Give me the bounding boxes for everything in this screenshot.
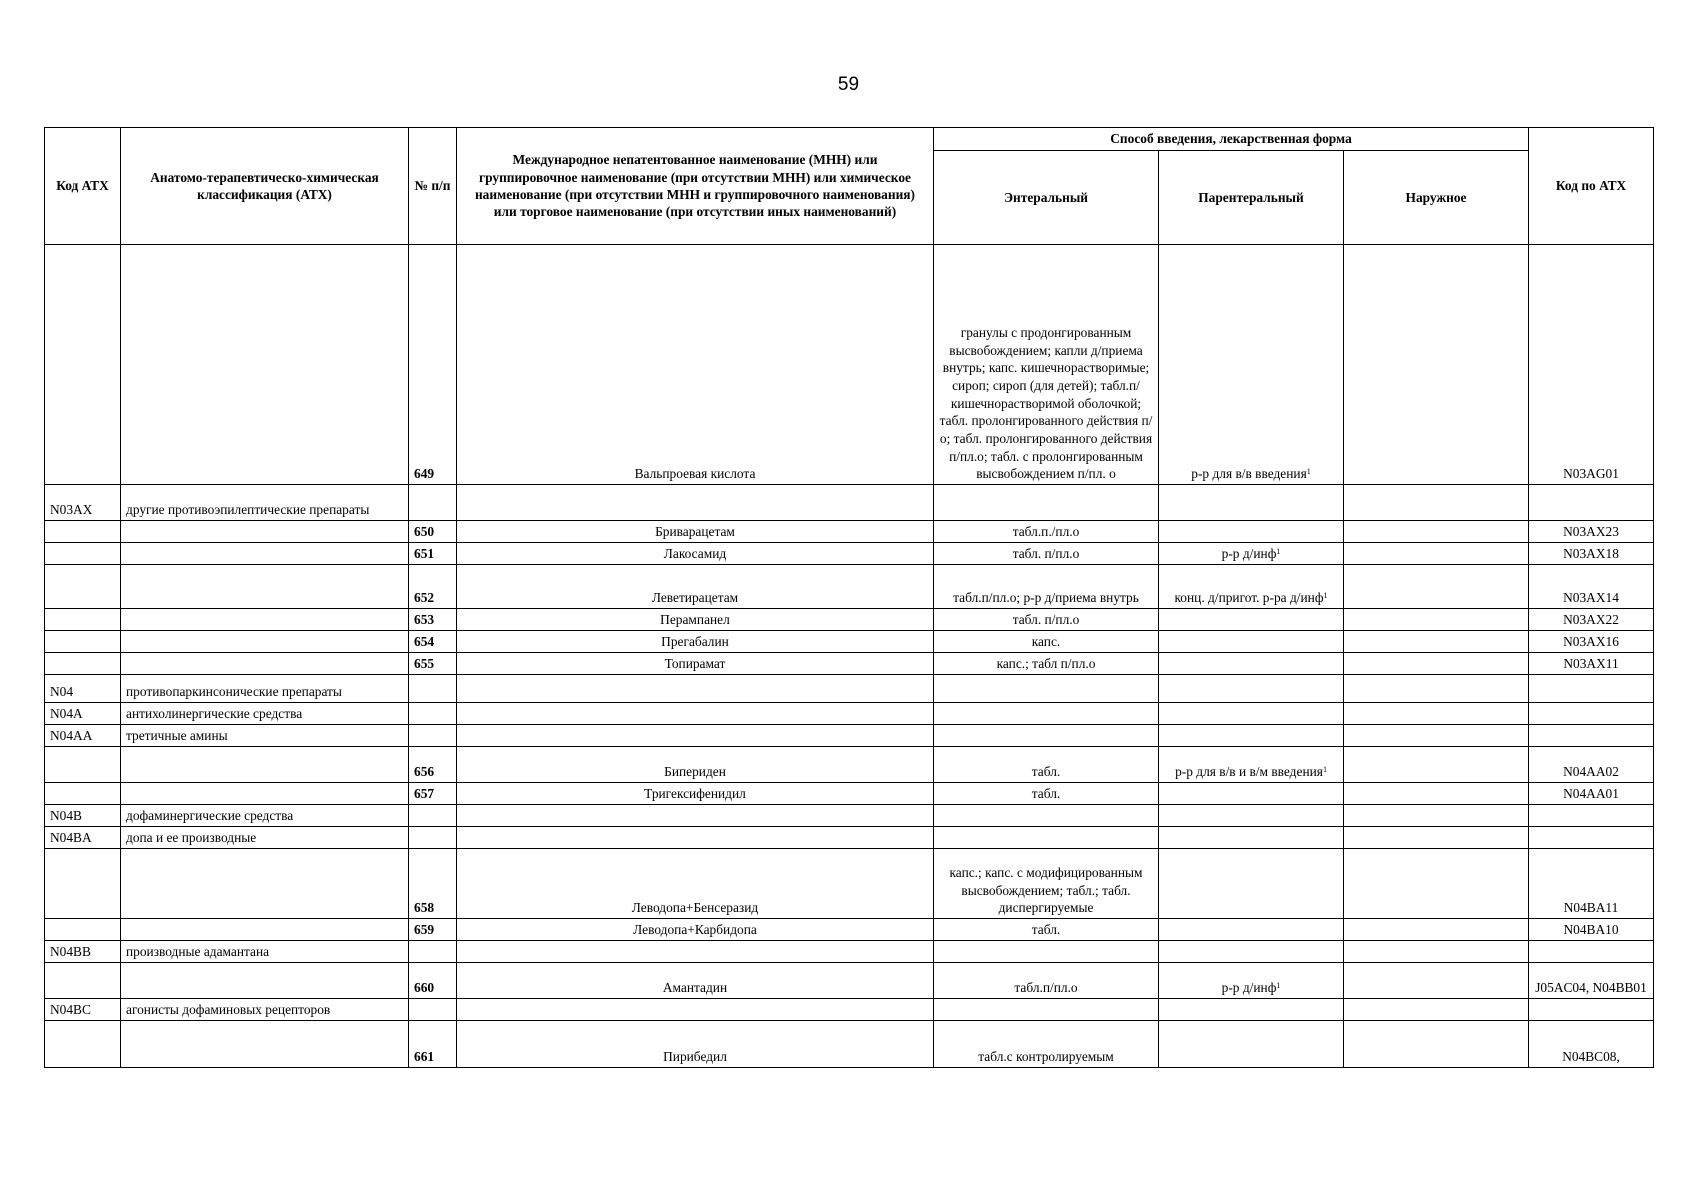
- cell-parenteral: [1159, 631, 1344, 653]
- cell-classification: [121, 521, 409, 543]
- cell-classification: антихолинергические средства: [121, 703, 409, 725]
- cell-atx-code: N04BC08,: [1529, 1021, 1654, 1068]
- table-row: [45, 653, 1654, 675]
- cell-classification: производные адамантана: [121, 941, 409, 963]
- cell-atx-code: [1529, 999, 1654, 1021]
- cell-inn: Лакосамид: [457, 543, 934, 565]
- cell-number: 656: [409, 747, 457, 783]
- cell-atx-code: [1529, 827, 1654, 849]
- table-row: [45, 941, 1654, 963]
- cell-classification: [121, 245, 409, 485]
- table-row: [45, 725, 1654, 747]
- header-route-group: Способ введения, лекарственная форма: [934, 128, 1529, 151]
- cell-code-atx: N04AA: [45, 725, 121, 747]
- cell-external: [1344, 609, 1529, 631]
- cell-number: [409, 805, 457, 827]
- cell-code-atx: [45, 1021, 121, 1068]
- table-header: [45, 128, 1654, 245]
- cell-enteral: капс.; капс. с модифицированным высвобождением; табл.; табл. диспергируемые: [934, 849, 1159, 919]
- table-row: [45, 245, 1654, 485]
- cell-inn: [457, 485, 934, 521]
- cell-parenteral: [1159, 805, 1344, 827]
- cell-code-atx: [45, 245, 121, 485]
- cell-enteral: капс.; табл п/пл.о: [934, 653, 1159, 675]
- cell-code-atx: N04A: [45, 703, 121, 725]
- cell-number: [409, 827, 457, 849]
- header-atx-code: Код по АТХ: [1529, 128, 1654, 245]
- cell-code-atx: [45, 565, 121, 609]
- cell-number: 658: [409, 849, 457, 919]
- cell-enteral: табл.: [934, 747, 1159, 783]
- cell-number: 655: [409, 653, 457, 675]
- cell-classification: [121, 631, 409, 653]
- cell-atx-code: N03AG01: [1529, 245, 1654, 485]
- cell-number: 651: [409, 543, 457, 565]
- cell-external: [1344, 783, 1529, 805]
- cell-atx-code: [1529, 725, 1654, 747]
- cell-inn: [457, 725, 934, 747]
- header-enteral: Энтеральный: [934, 151, 1159, 245]
- cell-enteral: табл.п./пл.о: [934, 521, 1159, 543]
- cell-code-atx: [45, 631, 121, 653]
- parenteral-text: р-р д/инф: [1221, 980, 1277, 996]
- cell-inn: Леводопа+Карбидопа: [457, 919, 934, 941]
- cell-external: [1344, 963, 1529, 999]
- cell-code-atx: N03AX: [45, 485, 121, 521]
- cell-number: [409, 999, 457, 1021]
- header-number: № п/п: [409, 128, 457, 245]
- cell-atx-code: [1529, 805, 1654, 827]
- cell-parenteral: [1159, 703, 1344, 725]
- cell-classification: дофаминергические средства: [121, 805, 409, 827]
- cell-classification: [121, 565, 409, 609]
- cell-classification: агонисты дофаминовых рецепторов: [121, 999, 409, 1021]
- cell-parenteral: [1159, 963, 1344, 999]
- cell-parenteral: [1159, 521, 1344, 543]
- cell-atx-code: N03AX16: [1529, 631, 1654, 653]
- table-row: [45, 565, 1654, 609]
- cell-parenteral: [1159, 783, 1344, 805]
- cell-parenteral: [1159, 941, 1344, 963]
- cell-external: [1344, 1021, 1529, 1068]
- cell-external: [1344, 919, 1529, 941]
- cell-number: [409, 675, 457, 703]
- cell-atx-code: [1529, 941, 1654, 963]
- table-row: [45, 999, 1654, 1021]
- cell-parenteral: [1159, 919, 1344, 941]
- cell-atx-code: N04AA02: [1529, 747, 1654, 783]
- cell-enteral: [934, 725, 1159, 747]
- parenteral-text: р-р д/инф: [1221, 546, 1277, 562]
- cell-parenteral: [1159, 725, 1344, 747]
- cell-classification: [121, 543, 409, 565]
- cell-enteral: капс.: [934, 631, 1159, 653]
- cell-classification: допа и ее производные: [121, 827, 409, 849]
- cell-inn: Бипериден: [457, 747, 934, 783]
- cell-inn: Леводопа+Бенсеразид: [457, 849, 934, 919]
- cell-external: [1344, 941, 1529, 963]
- cell-external: [1344, 543, 1529, 565]
- cell-code-atx: [45, 543, 121, 565]
- table-row: [45, 805, 1654, 827]
- cell-parenteral: [1159, 653, 1344, 675]
- cell-number: 660: [409, 963, 457, 999]
- cell-external: [1344, 675, 1529, 703]
- table-row: [45, 827, 1654, 849]
- cell-external: [1344, 805, 1529, 827]
- cell-code-atx: [45, 521, 121, 543]
- cell-enteral: табл.п/пл.о; р-р д/приема внутрь: [934, 565, 1159, 609]
- cell-parenteral: [1159, 999, 1344, 1021]
- cell-enteral: [934, 703, 1159, 725]
- table-row: [45, 747, 1654, 783]
- cell-inn: Вальпроевая кислота: [457, 245, 934, 485]
- parenteral-text: р-р для в/в и в/м введения: [1175, 764, 1323, 780]
- table-row: [45, 1021, 1654, 1068]
- cell-atx-code: J05AC04, N04BB01: [1529, 963, 1654, 999]
- cell-parenteral: [1159, 675, 1344, 703]
- cell-enteral: [934, 999, 1159, 1021]
- cell-parenteral: [1159, 1021, 1344, 1068]
- cell-atx-code: [1529, 485, 1654, 521]
- header-code-atx: Код АТХ: [45, 128, 121, 245]
- cell-classification: [121, 747, 409, 783]
- cell-atx-code: N03AX18: [1529, 543, 1654, 565]
- cell-external: [1344, 827, 1529, 849]
- cell-parenteral: [1159, 543, 1344, 565]
- table-row: [45, 609, 1654, 631]
- cell-number: 652: [409, 565, 457, 609]
- cell-enteral: табл.с контролируемым: [934, 1021, 1159, 1068]
- cell-classification: [121, 653, 409, 675]
- cell-atx-code: N03AX11: [1529, 653, 1654, 675]
- cell-external: [1344, 485, 1529, 521]
- cell-number: 649: [409, 245, 457, 485]
- footnote-marker: 1: [1276, 547, 1281, 557]
- cell-classification: [121, 1021, 409, 1068]
- table-row: [45, 631, 1654, 653]
- cell-inn: Леветирацетам: [457, 565, 934, 609]
- cell-classification: [121, 609, 409, 631]
- cell-parenteral: [1159, 565, 1344, 609]
- cell-external: [1344, 999, 1529, 1021]
- cell-inn: Прегабалин: [457, 631, 934, 653]
- cell-inn: [457, 999, 934, 1021]
- cell-parenteral: [1159, 485, 1344, 521]
- cell-inn: Топирамат: [457, 653, 934, 675]
- cell-parenteral: [1159, 609, 1344, 631]
- cell-external: [1344, 849, 1529, 919]
- drug-table: [44, 127, 1654, 1068]
- cell-number: 650: [409, 521, 457, 543]
- cell-number: [409, 725, 457, 747]
- cell-atx-code: [1529, 675, 1654, 703]
- cell-enteral: [934, 941, 1159, 963]
- cell-external: [1344, 631, 1529, 653]
- cell-enteral: табл.п/пл.о: [934, 963, 1159, 999]
- cell-classification: [121, 783, 409, 805]
- cell-number: 654: [409, 631, 457, 653]
- cell-enteral: гранулы с продонгированным высвобождением; капли д/приема внутрь; капс. кишечнорастворимые; сироп; сироп (для детей); табл.п/кишечнорастворимой оболочкой; табл. пролонгированного действия п/о; табл. пролонгированного действия п/пл.о; табл. с пролонгированным высвобождением п/пл. о: [934, 245, 1159, 485]
- cell-number: [409, 703, 457, 725]
- cell-code-atx: N04BC: [45, 999, 121, 1021]
- cell-enteral: [934, 827, 1159, 849]
- cell-number: 653: [409, 609, 457, 631]
- footnote-marker: 1: [1322, 765, 1327, 775]
- cell-parenteral: [1159, 245, 1344, 485]
- cell-number: 659: [409, 919, 457, 941]
- table-row: [45, 485, 1654, 521]
- cell-inn: [457, 805, 934, 827]
- table-row: [45, 543, 1654, 565]
- table-row: [45, 521, 1654, 543]
- table-row: [45, 783, 1654, 805]
- cell-code-atx: [45, 653, 121, 675]
- parenteral-text: конц. д/пригот. р-ра д/инф: [1174, 590, 1324, 606]
- table-body: [45, 245, 1654, 1068]
- table-row: [45, 703, 1654, 725]
- cell-atx-code: N03AX23: [1529, 521, 1654, 543]
- cell-enteral: [934, 675, 1159, 703]
- header-external: Наружное: [1344, 151, 1529, 245]
- cell-external: [1344, 521, 1529, 543]
- cell-code-atx: [45, 849, 121, 919]
- cell-enteral: [934, 805, 1159, 827]
- cell-number: [409, 485, 457, 521]
- parenteral-text: р-р для в/в введения: [1191, 466, 1307, 482]
- cell-inn: [457, 675, 934, 703]
- cell-classification: другие противоэпилептические препараты: [121, 485, 409, 521]
- cell-parenteral: [1159, 849, 1344, 919]
- cell-classification: [121, 963, 409, 999]
- cell-external: [1344, 725, 1529, 747]
- cell-atx-code: N03AX14: [1529, 565, 1654, 609]
- cell-atx-code: N03AX22: [1529, 609, 1654, 631]
- cell-atx-code: N04BA11: [1529, 849, 1654, 919]
- cell-code-atx: [45, 919, 121, 941]
- footnote-marker: 1: [1276, 981, 1281, 991]
- footnote-marker: 1: [1323, 591, 1328, 601]
- cell-number: [409, 941, 457, 963]
- cell-code-atx: N04B: [45, 805, 121, 827]
- header-parenteral: Парентеральный: [1159, 151, 1344, 245]
- cell-classification: [121, 919, 409, 941]
- header-inn: Международное непатентованное наименование (МНН) или группировочное наименование (при отсутствии МНН) или химическое наименование (при отсутствии МНН и группировочного наименования) или торговое наименование (при отсутствии иных наименований): [457, 128, 934, 245]
- cell-classification: [121, 849, 409, 919]
- header-row: [45, 128, 1654, 151]
- header-classification: Анатомо-терапевтическо-химическая классификация (АТХ): [121, 128, 409, 245]
- cell-inn: [457, 827, 934, 849]
- footnote-marker: 1: [1306, 467, 1311, 477]
- table-row: [45, 919, 1654, 941]
- cell-inn: [457, 703, 934, 725]
- cell-inn: Пирибедил: [457, 1021, 934, 1068]
- cell-code-atx: [45, 783, 121, 805]
- cell-inn: [457, 941, 934, 963]
- table-row: [45, 963, 1654, 999]
- cell-atx-code: [1529, 703, 1654, 725]
- cell-inn: Перампанел: [457, 609, 934, 631]
- cell-external: [1344, 703, 1529, 725]
- cell-code-atx: [45, 609, 121, 631]
- cell-inn: Амантадин: [457, 963, 934, 999]
- cell-enteral: табл.: [934, 783, 1159, 805]
- cell-external: [1344, 747, 1529, 783]
- cell-atx-code: N04AA01: [1529, 783, 1654, 805]
- cell-atx-code: N04BA10: [1529, 919, 1654, 941]
- cell-enteral: табл. п/пл.о: [934, 609, 1159, 631]
- cell-code-atx: N04BA: [45, 827, 121, 849]
- cell-code-atx: [45, 963, 121, 999]
- cell-number: 661: [409, 1021, 457, 1068]
- cell-code-atx: N04BB: [45, 941, 121, 963]
- cell-code-atx: [45, 747, 121, 783]
- cell-parenteral: [1159, 827, 1344, 849]
- cell-code-atx: N04: [45, 675, 121, 703]
- cell-enteral: табл. п/пл.о: [934, 543, 1159, 565]
- cell-external: [1344, 653, 1529, 675]
- table-row: [45, 675, 1654, 703]
- cell-inn: Бриварацетам: [457, 521, 934, 543]
- cell-external: [1344, 565, 1529, 609]
- cell-number: 657: [409, 783, 457, 805]
- cell-classification: противопаркинсонические препараты: [121, 675, 409, 703]
- cell-classification: третичные амины: [121, 725, 409, 747]
- cell-external: [1344, 245, 1529, 485]
- cell-enteral: [934, 485, 1159, 521]
- cell-parenteral: [1159, 747, 1344, 783]
- table-row: [45, 849, 1654, 919]
- cell-enteral: табл.: [934, 919, 1159, 941]
- cell-inn: Тригексифенидил: [457, 783, 934, 805]
- page-number: 59: [837, 74, 860, 95]
